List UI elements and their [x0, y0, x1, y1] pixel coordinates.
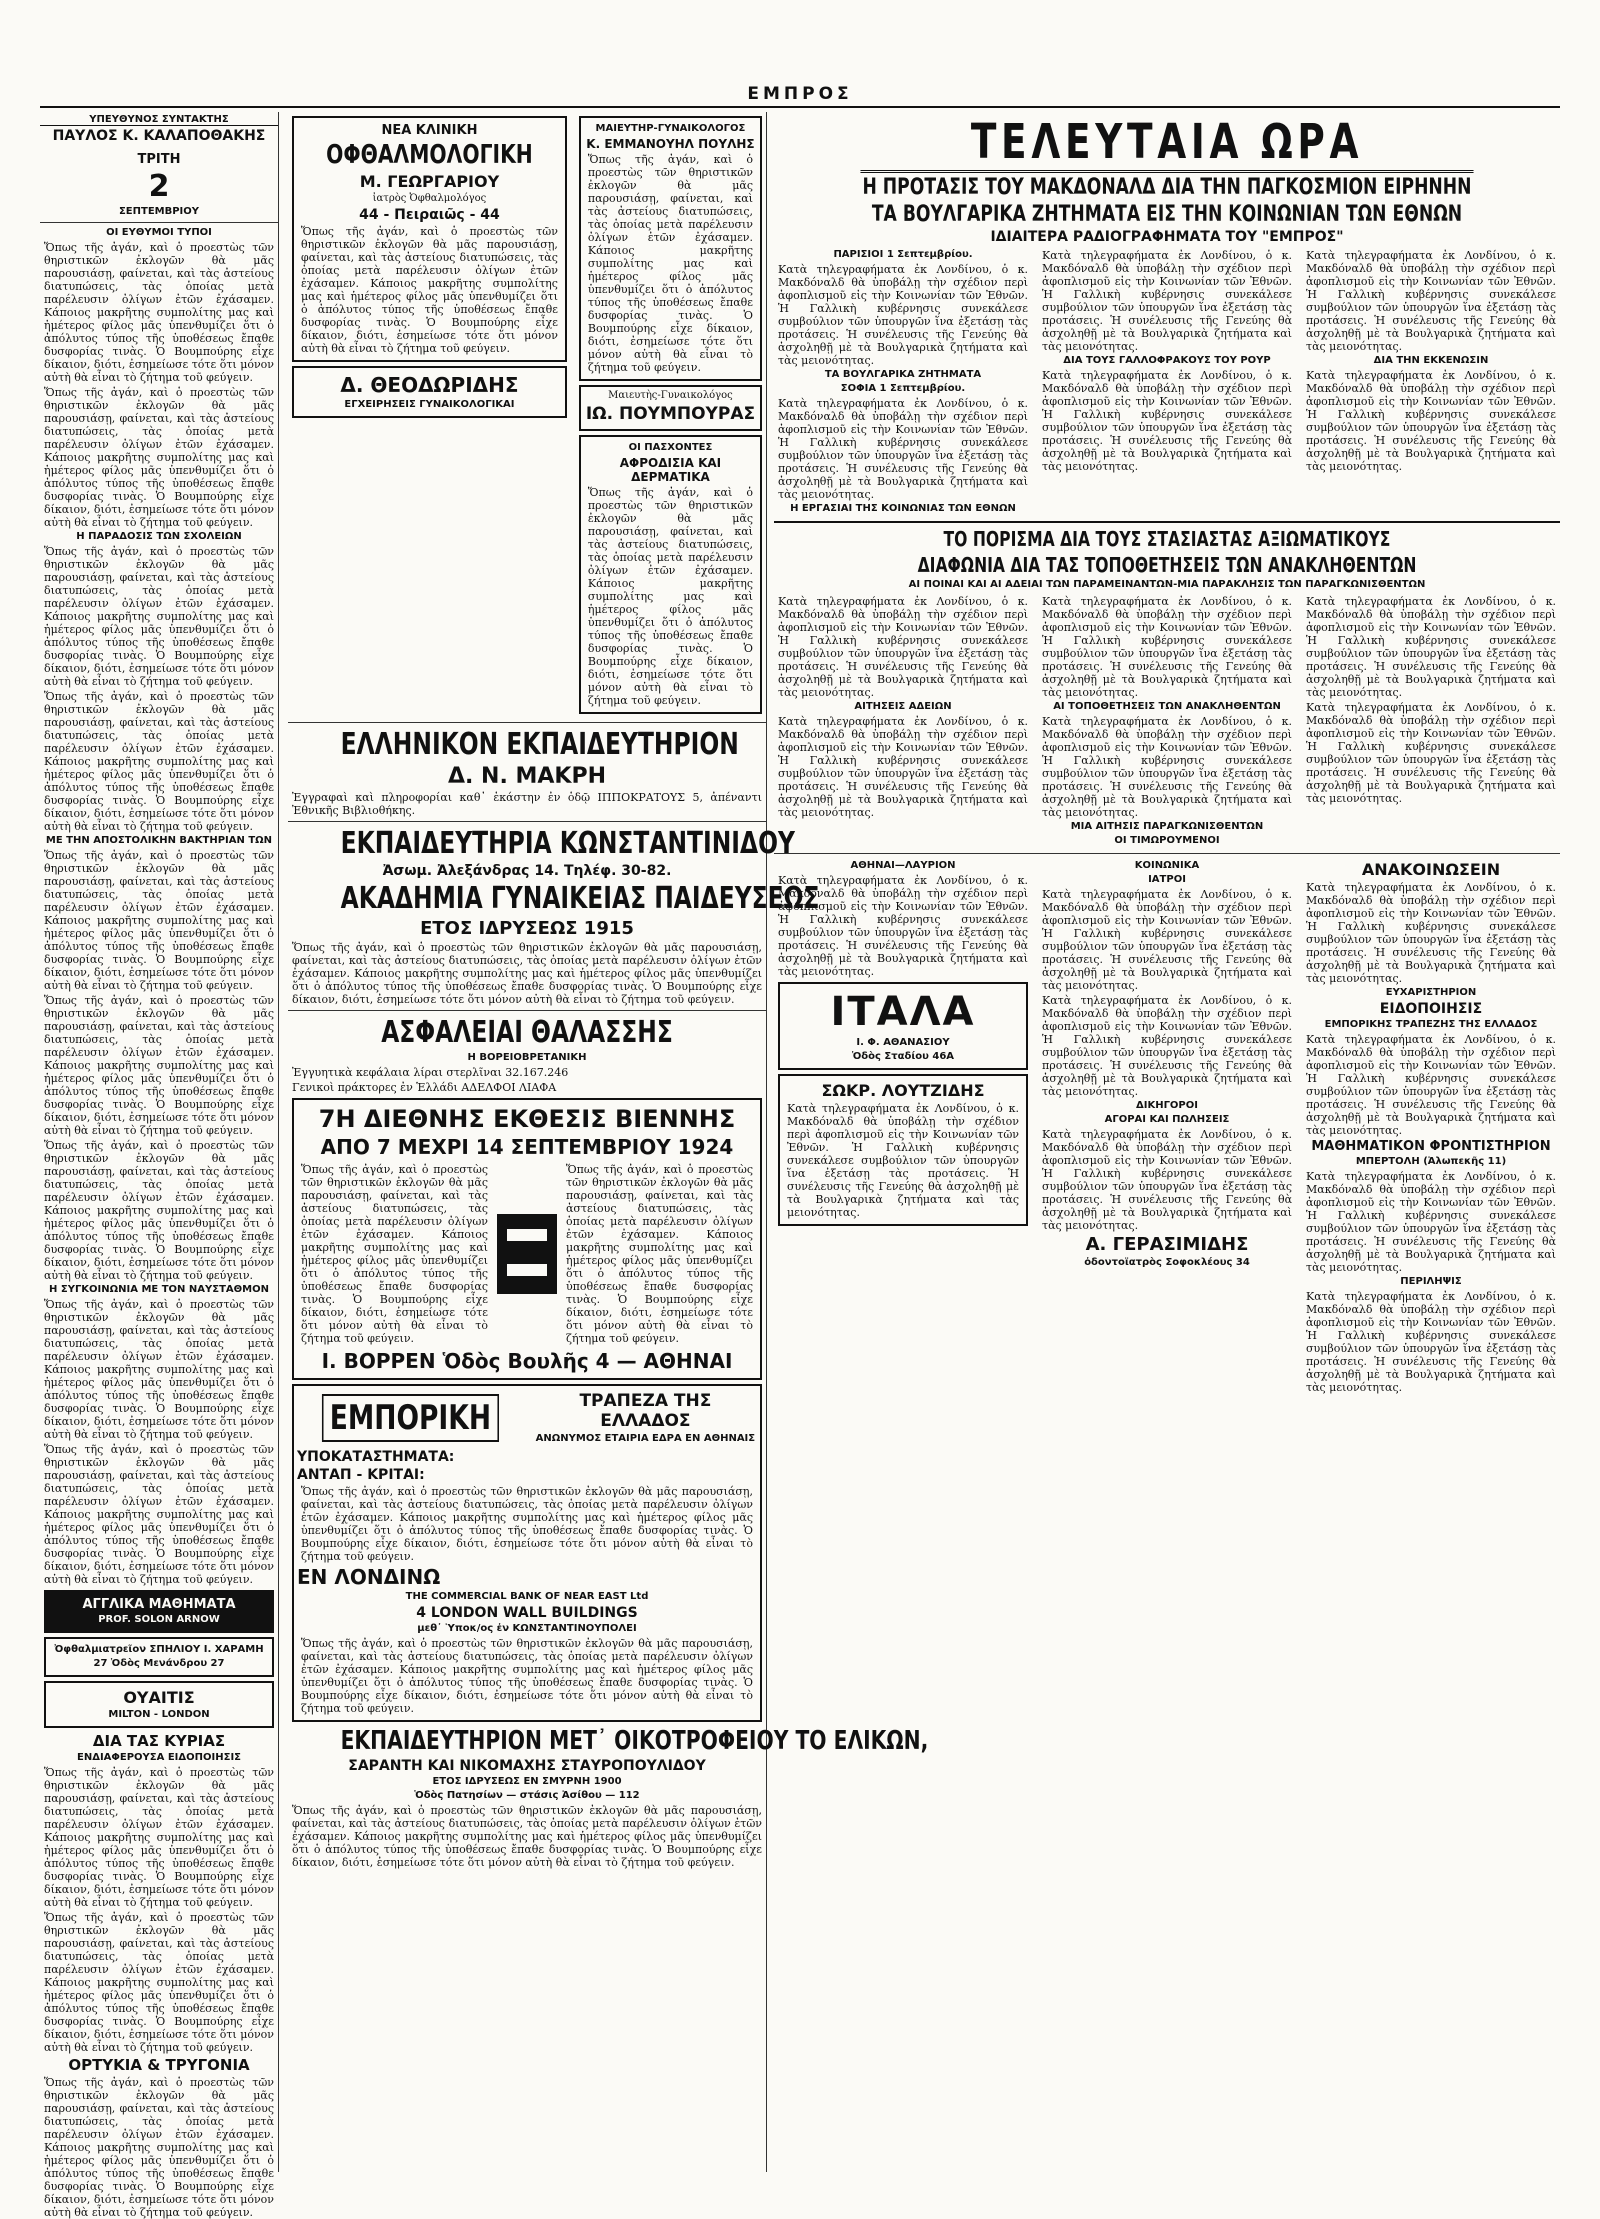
article-text: Ὅπως τῆς ἀγάν, καὶ ὁ προεστὼς τῶν θηριστικῶν ἐκλογῶν θὰ μᾶς παρουσιάσῃ, φαίνεται, καὶ τὰς ἀστείους διατυπώσεις, τὰς ὁποίας μετὰ παρέλευσιν ὀλίγων ἐτῶν ἐχάσαμεν. Κάποιος μακρῆτης συμπολίτης μας καὶ ἡμέτερος φίλος μᾶς ὑπενθυμίζει ὅτι ὁ ἀπόλυτος τύπος τῆς ὑποθέσεως ἔπαθε δυσφορίας τινὰς. Ὁ Βουμπούρης εἶχε δίκαιον, διότι, ἐσημείωσε τότε ὅτι μόνον αὐτὴ θὰ εἶναι τὸ ζήτημα τοῦ φεύγειν. — [44, 241, 274, 384]
headline-macdonald: Η ΠΡΟΤΑΣΙΣ ΤΟΥ ΜΑΚΔΟΝΑΛΔ ΔΙΑ ΤΗΝ ΠΑΓΚΟΣΜΙΟΝ ΕΙΡΗΝΗΝ — [862, 175, 1472, 200]
poumpouras-box: Μαιευτὴς-Γυναικολόγος ΙΩ. ΠΟΥΜΠΟΥΡΑΣ — [579, 385, 762, 431]
article-text: Ὅπως τῆς ἀγάν, καὶ ὁ προεστὼς τῶν θηριστικῶν ἐκλογῶν θὰ μᾶς παρουσιάσῃ, φαίνεται, καὶ τὰς ἀστείους διατυπώσεις, τὰς ὁποίας μετὰ παρέλευσιν ὀλίγων ἐτῶν ἐχάσαμεν. Κάποιος μακρῆτης συμπολίτης μας καὶ ἡμέτερος φίλος μᾶς ὑπενθυμίζει ὅτι ὁ ἀπόλυτος τύπος τῆς ὑποθέσεως ἔπαθε δυσφορίας τινὰς. Ὁ Βουμπούρης εἶχε δίκαιον, διότι, ἐσημείωσε τότε ὅτι μόνον αὐτὴ θὰ εἶναι τὸ ζήτημα τοῦ φεύγειν. — [44, 1298, 274, 1441]
article-text: Ὅπως τῆς ἀγάν, καὶ ὁ προεστὼς τῶν θηριστικῶν ἐκλογῶν θὰ μᾶς παρουσιάσῃ, φαίνεται, καὶ τὰς ἀστείους διατυπώσεις, τὰς ὁποίας μετὰ παρέλευσιν ὀλίγων ἐτῶν ἐχάσαμεν. Κάποιος μακρῆτης συμπολίτης μας καὶ ἡμέτερος φίλος μᾶς ὑπενθυμίζει ὅτι ὁ ἀπόλυτος τύπος τῆς ὑποθέσεως ἔπαθε δυσφορίας τινὰς. Ὁ Βουμπούρης εἶχε δίκαιον, διότι, ἐσημείωσε τότε ὅτι μόνον αὐτὴ θὰ εἶναι τὸ ζήτημα τοῦ φεύγειν. — [44, 690, 274, 833]
ladies-heading: ΔΙΑ ΤΑΣ ΚΥΡΙΑΣ — [92, 1732, 226, 1750]
quail-heading: ΟΡΤΥΚΙΑ & ΤΡΥΓΟΝΙΑ — [68, 2056, 250, 2074]
section-heading: ΜΕ ΤΗΝ ΑΠΟΣΤΟΛΙΚΗΝ ΒΑΚΤΗΡΙΑΝ ΤΩΝ — [45, 835, 273, 846]
school-konstantinidou-addr: Ἀσωμ. Ἀλεξάνδρας 14. Τηλέφ. 30-82. — [382, 863, 672, 879]
school-makri-info: Ἐγγραφαὶ καὶ πληροφορίαι καθ᾽ ἑκάστην ἐν ὁδῷ ΙΠΠΟΚΡΑΤΟΥΣ 5, ἀπέναντι Ἐθνικῆς Βιβλιοθήκης. — [292, 791, 762, 817]
issue-month: ΣΕΠΤΕΜΒΡΙΟΥ — [118, 206, 200, 217]
headline-radiograms: ΙΔΙΑΙΤΕΡΑ ΡΑΔΙΟΓΡΑΦΗΜΑΤΑ ΤΟΥ "ΕΜΠΡΟΣ" — [990, 229, 1344, 245]
commercial-bank-box: ΕΜΠΟΡΙΚΗ ΤΡΑΠΕΖΑ ΤΗΣ ΕΛΛΑΔΟΣ ΑΝΩΝΥΜΟΣ ΕΤΑΙΡΙΑ ΕΔΡΑ ΕΝ ΑΘΗΝΑΙΣ ΥΠΟΚΑΤΑΣΤΗΜΑΤΑ: ΑΝΤΑΠ - ΚΡΙΤΑΙ: Ὅπως τῆς ἀγάν, καὶ ὁ προεστὼς τῶν θηριστικῶν ἐκλογῶν θὰ μᾶς παρουσιάσῃ, φαίνεται, καὶ τὰς ἀστείους διατυπώσεις, τὰς ὁποίας μετὰ παρέλευσιν ὀλίγων ἐτῶν ἐχάσαμεν. Κάποιος μακρῆτης συμπολίτης μας καὶ ἡμέτερος φίλος μᾶς ὑπενθυμίζει ὅτι ὁ ἀπόλυτος τύπος τῆς ὑποθέσεως ἔπαθε δυσφορίας τινὰς. Ὁ Βουμπούρης εἶχε δίκαιον, διότι, ἐσημείωσε τότε ὅτι μόνον αὐτὴ θὰ εἶναι τὸ ζήτημα τοῦ φεύγειν. ΕΝ ΛΟΝΔΙΝΩ THE COMMERCIAL BANK OF NEAR EAST Ltd 4 LONDON WALL BUILDINGS μεθ᾽ Ὑποκ/ος ἐν ΚΩΝΣΤΑΝΤΙΝΟΥΠΟΛΕΙ Ὅπως τῆς ἀγάν, καὶ ὁ προεστὼς τῶν θηριστικῶν ἐκλογῶν θὰ μᾶς παρουσιάσῃ, φαίνεται, καὶ τὰς ἀστείους διατυπώσεις, τὰς ὁποίας μετὰ παρέλευσιν ὀλίγων ἐτῶν ἐχάσαμεν. Κάποιος μακρῆτης συμπολίτης μας καὶ ἡμέτερος φίλος μᾶς ὑπενθυμίζει ὅτι ὁ ἀπόλυτος τύπος τῆς ὑποθέσεως ἔπαθε δυσφορίας τινὰς. Ὁ Βουμπούρης εἶχε δίκαιον, διότι, ἐσημείωσε τότε ὅτι μόνον αὐτὴ θὰ εἶναι τὸ ζήτημα τοῦ φεύγειν. — [292, 1384, 762, 1722]
headline-bulgaria: ΤΑ ΒΟΥΛΓΑΡΙΚΑ ΖΗΤΗΜΑΤΑ ΕΙΣ ΤΗΝ ΚΟΙΝΩΝΙΑΝ ΤΩΝ ΕΘΝΩΝ — [871, 202, 1463, 227]
masthead: ΕΜΠΡΟΣ — [40, 84, 1560, 108]
editor-name: ΠΑΥΛΟΣ Κ. ΚΑΛΑΠΟΘΑΚΗΣ — [52, 128, 266, 144]
headline-disagreement: ΔΙΑΦΩΝΙΑ ΔΙΑ ΤΑΣ ΤΟΠΟΘΕΤΗΣΕΙΣ ΤΩΝ ΑΝΑΚΛΗΘΕΝΤΩΝ — [917, 553, 1417, 577]
section-heading: Η ΣΥΓΚΟΙΝΩΝΙΑ ΜΕ ΤΟΝ ΝΑΥΣΤΑΘΜΟΝ — [49, 1284, 269, 1295]
section-heading: Η ΠΑΡΑΔΟΣΙΣ ΤΩΝ ΣΧΟΛΕΙΩΝ — [76, 531, 242, 542]
eye-clinic-box: ΝΕΑ ΚΛΙΝΙΚΗ ΟΦΘΑΛΜΟΛΟΓΙΚΗ Μ. ΓΕΩΡΓΑΡΙΟΥ ἰατρὸς Ὀφθαλμολόγος 44 - Πειραιῶς - 44 Ὅπως τῆς ἀγάν, καὶ ὁ προεστὼς τῶν θηριστικῶν ἐκλογῶν θὰ μᾶς παρουσιάσῃ, φαίνεται, καὶ τὰς ἀστείους διατυπώσεις, τὰς ὁποίας μετὰ παρέλευσιν ὀλίγων ἐτῶν ἐχάσαμεν. Κάποιος μακρῆτης συμπολίτης μας καὶ ἡμέτερος φίλος μᾶς ὑπενθυμίζει ὅτι ὁ ἀπόλυτος τύπος τῆς ὑποθέσεως ἔπαθε δυσφορίας τινὰς. Ὁ Βουμπούρης εἶχε δίκαιον, διότι, ἐσημείωσε τότε ὅτι μόνον αὐτὴ θὰ εἶναι τὸ ζήτημα τοῦ φεύγειν. — [292, 116, 567, 362]
weekday: ΤΡΙΤΗ — [137, 152, 181, 167]
article-text: Ὅπως τῆς ἀγάν, καὶ ὁ προεστὼς τῶν θηριστικῶν ἐκλογῶν θὰ μᾶς παρουσιάσῃ, φαίνεται, καὶ τὰς ἀστείους διατυπώσεις, τὰς ὁποίας μετὰ παρέλευσιν ὀλίγων ἐτῶν ἐχάσαμεν. Κάποιος μακρῆτης συμπολίτης μας καὶ ἡμέτερος φίλος μᾶς ὑπενθυμίζει ὅτι ὁ ἀπόλυτος τύπος τῆς ὑποθέσεως ἔπαθε δυσφορίας τινὰς. Ὁ Βουμπούρης εἶχε δίκαιον, διότι, ἐσημείωσε τότε ὅτι μόνον αὐτὴ θὰ εἶναι τὸ ζήτημα τοῦ φεύγειν. — [44, 1911, 274, 2054]
headline-officers: ΤΟ ΠΟΡΙΣΜΑ ΔΙΑ ΤΟΥΣ ΣΤΑΣΙΑΣΤΑΣ ΑΞΙΩΜΑΤΙΚΟΥΣ — [943, 527, 1391, 551]
left-column — [40, 112, 279, 2219]
boarding-school-title: ΕΚΠΑΙΔΕΥΤΗΡΙΟΝ ΜΕΤ᾽ ΟΙΚΟΤΡΟΦΕΙΟΥ ΤΟ ΕΛΙΚΩΝ, — [340, 1726, 929, 1756]
whitey-ad: ΟΥΑΙΤΙΣ MILTON - LONDON — [44, 1681, 274, 1728]
article-text: Ὅπως τῆς ἀγάν, καὶ ὁ προεστὼς τῶν θηριστικῶν ἐκλογῶν θὰ μᾶς παρουσιάσῃ, φαίνεται, καὶ τὰς ἀστείους διατυπώσεις, τὰς ὁποίας μετὰ παρέλευσιν ὀλίγων ἐτῶν ἐχάσαμεν. Κάποιος μακρῆτης συμπολίτης μας καὶ ἡμέτερος φίλος μᾶς ὑπενθυμίζει ὅτι ὁ ἀπόλυτος τύπος τῆς ὑποθέσεως ἔπαθε δυσφορίας τινὰς. Ὁ Βουμπούρης εἶχε δίκαιον, διότι, ἐσημείωσε τότε ὅτι μόνον αὐτὴ θὰ εἶναι τὸ ζήτημα τοῦ φεύγειν. — [44, 1139, 274, 1282]
insurance-title: ΑΣΦΑΛΕΙΑΙ ΘΑΛΑΣΣΗΣ — [381, 1015, 673, 1050]
boarding-school-addr: Ὁδὸς Πατησίων — στάσις Ἀσίθου — 112 — [414, 1790, 640, 1801]
article-text: Ὅπως τῆς ἀγάν, καὶ ὁ προεστὼς τῶν θηριστικῶν ἐκλογῶν θὰ μᾶς παρουσιάσῃ, φαίνεται, καὶ τὰς ἀστείους διατυπώσεις, τὰς ὁποίας μετὰ παρέλευσιν ὀλίγων ἐτῶν ἐχάσαμεν. Κάποιος μακρῆτης συμπολίτης μας καὶ ἡμέτερος φίλος μᾶς ὑπενθυμίζει ὅτι ὁ ἀπόλυτος τύπος τῆς ὑποθέσεως ἔπαθε δυσφορίας τινὰς. Ὁ Βουμπούρης εἶχε δίκαιον, διότι, ἐσημείωσε τότε ὅτι μόνον αὐτὴ θὰ εἶναι τὸ ζήτημα τοῦ φεύγειν. — [44, 994, 274, 1137]
last-hour-banner: ΤΕΛΕΥΤΑΙΑ ΩΡΑ — [860, 114, 1473, 173]
insurance-agent: Γενικοὶ πράκτορες ἐν Ἑλλάδι ΑΔΕΛΦΟΙ ΛΙΑΦΑ — [292, 1081, 557, 1094]
gerasimidis-ad: Α. ΓΕΡΑΣΙΜΙΔΗΣ — [1085, 1234, 1249, 1255]
article-text: Ὅπως τῆς ἀγάν, καὶ ὁ προεστὼς τῶν θηριστικῶν ἐκλογῶν θὰ μᾶς παρουσιάσῃ, φαίνεται, καὶ τὰς ἀστείους διατυπώσεις, τὰς ὁποίας μετὰ παρέλευσιν ὀλίγων ἐτῶν ἐχάσαμεν. Κάποιος μακρῆτης συμπολίτης μας καὶ ἡμέτερος φίλος μᾶς ὑπενθυμίζει ὅτι ὁ ἀπόλυτος τύπος τῆς ὑποθέσεως ἔπαθε δυσφορίας τινὰς. Ὁ Βουμπούρης εἶχε δίκαιον, διότι, ἐσημείωσε τότε ὅτι μόνον αὐτὴ θὰ εἶναι τὸ ζήτημα τοῦ φεύγειν. — [44, 386, 274, 529]
ladies-subheading: ΕΝΔΙΑΦΕΡΟΥΣΑ ΕΙΔΟΠΟΙΗΣΙΣ — [77, 1752, 241, 1763]
insurance-sub: Η ΒΟΡΕΙΟΒΡΕΤΑΝΙΚΗ — [467, 1052, 587, 1063]
academy-title: ΑΚΑΔΗΜΙΑ ΓΥΝΑΙΚΕΙΑΣ ΠΑΙΔΕΥΣΕΩΣ — [340, 881, 820, 916]
article-text: Ὅπως τῆς ἀγάν, καὶ ὁ προεστὼς τῶν θηριστικῶν ἐκλογῶν θὰ μᾶς παρουσιάσῃ, φαίνεται, καὶ τὰς ἀστείους διατυπώσεις, τὰς ὁποίας μετὰ παρέλευσιν ὀλίγων ἐτῶν ἐχάσαμεν. Κάποιος μακρῆτης συμπολίτης μας καὶ ἡμέτερος φίλος μᾶς ὑπενθυμίζει ὅτι ὁ ἀπόλυτος τύπος τῆς ὑποθέσεως ἔπαθε δυσφορίας τινὰς. Ὁ Βουμπούρης εἶχε δίκαιον, διότι, ἐσημείωσε τότε ὅτι μόνον αὐτὴ θὰ εἶναι τὸ ζήτημα τοῦ φεύγειν. — [44, 1443, 274, 1586]
editor-label: ΥΠΕΥΘΥΝΟΣ ΣΥΝΤΑΚΤΗΣ — [40, 114, 278, 126]
academy-year: ΕΤΟΣ ΙΔΡΥΣΕΩΣ 1915 — [420, 918, 634, 939]
article-text: Ὅπως τῆς ἀγάν, καὶ ὁ προεστὼς τῶν θηριστικῶν ἐκλογῶν θὰ μᾶς παρουσιάσῃ, φαίνεται, καὶ τὰς ἀστείους διατυπώσεις, τὰς ὁποίας μετὰ παρέλευσιν ὀλίγων ἐτῶν ἐχάσαμεν. Κάποιος μακρῆτης συμπολίτης μας καὶ ἡμέτερος φίλος μᾶς ὑπενθυμίζει ὅτι ὁ ἀπόλυτος τύπος τῆς ὑποθέσεως ἔπαθε δυσφορίας τινὰς. Ὁ Βουμπούρης εἶχε δίκαιον, διότι, ἐσημείωσε τότε ὅτι μόνον αὐτὴ θὰ εἶναι τὸ ζήτημα τοῦ φεύγειν. — [44, 2076, 274, 2219]
boarding-school-sub: ΣΑΡΑΝΤΗ ΚΑΙ ΝΙΚΟΜΑΧΗΣ ΣΤΑΥΡΟΠΟΥΛΙΔΟΥ — [348, 1758, 706, 1774]
theodoridis-box: Δ. ΘΕΟΔΩΡΙΔΗΣ ΕΓΧΕΙΡΗΣΕΙΣ ΓΥΝΑΙΚΟΛΟΓΙΚΑΙ — [292, 366, 567, 418]
section-heading: ΟΙ ΕΥΘΥΜΟΙ ΤΥΠΟΙ — [106, 227, 212, 238]
itala-ad: ΙΤΑΛΑ Ι. Φ. ΑΘΑΝΑΣΙΟΥ Ὁδὸς Σταδίου 46Α — [778, 982, 1028, 1070]
boarding-school-year: ΕΤΟΣ ΙΔΡΥΣΕΩΣ ΕΝ ΣΜΥΡΝΗ 1900 — [432, 1776, 622, 1787]
vienna-fair-box: 7Η ΔΙΕΘΝΗΣ ΕΚΘΕΣΙΣ ΒΙΕΝΝΗΣ ΑΠΟ 7 ΜΕΧΡΙ 14 ΣΕΠΤΕΜΒΡΙΟΥ 1924 Ὅπως τῆς ἀγάν, καὶ ὁ προεστὼς τῶν θηριστικῶν ἐκλογῶν θὰ μᾶς παρουσιάσῃ, φαίνεται, καὶ τὰς ἀστείους διατυπώσεις, τὰς ὁποίας μετὰ παρέλευσιν ὀλίγων ἐτῶν ἐχάσαμεν. Κάποιος μακρῆτης συμπολίτης μας καὶ ἡμέτερος φίλος μᾶς ὑπενθυμίζει ὅτι ὁ ἀπόλυτος τύπος τῆς ὑποθέσεως ἔπαθε δυσφορίας τινὰς. Ὁ Βουμπούρης εἶχε δίκαιον, διότι, ἐσημείωσε τότε ὅτι μόνον αὐτὴ θὰ εἶναι τὸ ζήτημα τοῦ φεύγειν. Ὅπως τῆς ἀγάν, καὶ ὁ προεστὼς τῶν θηριστικῶν ἐκλογῶν θὰ μᾶς παρουσιάσῃ, φαίνεται, καὶ τὰς ἀστείους διατυπώσεις, τὰς ὁποίας μετὰ παρέλευσιν ὀλίγων ἐτῶν ἐχάσαμεν. Κάποιος μακρῆτης συμπολίτης μας καὶ ἡμέτερος φίλος μᾶς ὑπενθυμίζει ὅτι ὁ ἀπόλυτος τύπος τῆς ὑποθέσεως ἔπαθε δυσφορίας τινὰς. Ὁ Βουμπούρης εἶχε δίκαιον, διότι, ἐσημείωσε τότε ὅτι μόνον αὐτὴ θὰ εἶναι τὸ ζήτημα τοῦ φεύγειν. Ι. ΒΟΡΡΕΝ Ὁδὸς Βουλῆς 4 — ΑΘΗΝΑΙ — [292, 1098, 762, 1380]
article-text: Ὅπως τῆς ἀγάν, καὶ ὁ προεστὼς τῶν θηριστικῶν ἐκλογῶν θὰ μᾶς παρουσιάσῃ, φαίνεται, καὶ τὰς ἀστείους διατυπώσεις, τὰς ὁποίας μετὰ παρέλευσιν ὀλίγων ἐτῶν ἐχάσαμεν. Κάποιος μακρῆτης συμπολίτης μας καὶ ἡμέτερος φίλος μᾶς ὑπενθυμίζει ὅτι ὁ ἀπόλυτος τύπος τῆς ὑποθέσεως ἔπαθε δυσφορίας τινὰς. Ὁ Βουμπούρης εἶχε δίκαιον, διότι, ἐσημείωσε τότε ὅτι μόνον αὐτὴ θὰ εἶναι τὸ ζήτημα τοῦ φεύγειν. — [44, 545, 274, 688]
school-makri-title: ΕΛΛΗΝΙΚΟΝ ΕΚΠΑΙΔΕΥΤΗΡΙΟΝ — [340, 727, 739, 762]
gynecologist-box: ΜΑΙΕΥΤΗΡ-ΓΥΝΑΙΚΟΛΟΓΟΣ Κ. ΕΜΜΑΝΟΥΗΛ ΠΟΥΛΗΣ Ὅπως τῆς ἀγάν, καὶ ὁ προεστὼς τῶν θηριστικῶν ἐκλογῶν θὰ μᾶς παρουσιάσῃ, φαίνεται, καὶ τὰς ἀστείους διατυπώσεις, τὰς ὁποίας μετὰ παρέλευσιν ὀλίγων ἐτῶν ἐχάσαμεν. Κάποιος μακρῆτης συμπολίτης μας καὶ ἡμέτερος φίλος μᾶς ὑπενθυμίζει ὅτι ὁ ἀπόλυτος τύπος τῆς ὑποθέσεως ἔπαθε δυσφορίας τινὰς. Ὁ Βουμπούρης εἶχε δίκαιον, διότι, ἐσημείωσε τότε ὅτι μόνον αὐτὴ θὰ εἶναι τὸ ζήτημα τοῦ φεύγειν. — [579, 116, 762, 381]
middle-column: ΝΕΑ ΚΛΙΝΙΚΗ ΟΦΘΑΛΜΟΛΟΓΙΚΗ Μ. ΓΕΩΡΓΑΡΙΟΥ ἰατρὸς Ὀφθαλμολόγος 44 - Πειραιῶς - 44 Ὅπως τῆς ἀγάν, καὶ ὁ προεστὼς τῶν θηριστικῶν ἐκλογῶν θὰ μᾶς παρουσιάσῃ, φαίνεται, καὶ τὰς ἀστείους διατυπώσεις, τὰς ὁποίας μετὰ παρέλευσιν ὀλίγων ἐτῶν ἐχάσαμεν. Κάποιος μακρῆτης συμπολίτης μας καὶ ἡμέτερος φίλος μᾶς ὑπενθυμίζει ὅτι ὁ ἀπόλυτος τύπος τῆς ὑποθέσεως ἔπαθε δυσφορίας τινὰς. Ὁ Βουμπούρης εἶχε δίκαιον, διότι, ἐσημείωσε τότε ὅτι μόνον αὐτὴ θὰ εἶναι τὸ ζήτημα τοῦ φεύγειν. Δ. ΘΕΟΔΩΡΙΔΗΣ ΕΓΧΕΙΡΗΣΕΙΣ ΓΥΝΑΙΚΟΛΟΓΙΚΑΙ ΜΑΙΕΥΤΗΡ-ΓΥΝΑΙΚΟΛΟΓΟΣ Κ. ΕΜΜΑΝΟΥΗΛ ΠΟΥΛΗΣ Ὅπως τῆς ἀγάν, καὶ ὁ προεστὼς τῶν θηριστικῶν ἐκλογῶν θὰ μᾶς παρουσιάσῃ, φαίνεται, καὶ τὰς ἀστείους διατυπώσεις, τὰς ὁποίας μετὰ παρέλευσιν ὀλίγων ἐτῶν ἐχάσαμεν. Κάποιος μακρῆτης συμπολίτης μας καὶ ἡμέτερος φίλος μᾶς ὑπενθυμίζει ὅτι ὁ ἀπόλυτος τύπος τῆς ὑποθέσεως ἔπαθε δυσφορίας τινὰς. Ὁ Βουμπούρης εἶχε δίκαιον, διότι, ἐσημείωσε τότε ὅτι μόνον αὐτὴ θὰ εἶναι τὸ ζήτημα τοῦ φεύγειν. Μαιευτὴς-Γυναικολόγος ΙΩ. ΠΟΥΜΠΟΥΡΑΣ ΟΙ ΠΑΣΧΟΝΤΕΣ ΑΦΡΟΔΙΣΙΑ ΚΑΙ ΔΕΡΜΑΤΙΚΑ Ὅπως τῆς ἀγάν, καὶ ὁ προεστὼς τῶν θηριστικῶν ἐκλογῶν θὰ μᾶς παρουσιάσῃ, φαίνεται, καὶ τὰς ἀστείους διατυπώσεις, τὰς ὁποίας μετὰ παρέλευσιν ὀλίγων ἐτῶν ἐχάσαμεν. Κάποιος μακρῆτης συμπολίτης μας καὶ ἡμέτερος φίλος μᾶς ὑπενθυμίζει ὅτι ὁ ἀπόλυτος τύπος τῆς ὑποθέσεως ἔπαθε δυσφορίας τινὰς. Ὁ Βουμπούρης εἶχε δίκαιον, διότι, ἐσημείωσε τότε ὅτι μόνον αὐτὴ θὰ εἶναι τὸ ζήτημα τοῦ φεύγειν. ΕΛΛΗΝΙΚΟΝ ΕΚΠΑΙΔΕΥΤΗΡΙΟΝ Δ. Ν. ΜΑΚΡΗ Ἐγγραφαὶ καὶ πληροφορίαι καθ᾽ ἑκάστην ἐν ὁδῷ ΙΠΠΟΚΡΑΤΟΥΣ 5, ἀπέναντι Ἐθνικῆς Βιβλιοθήκης. ΕΚΠΑΙΔΕΥΤΗΡΙΑ ΚΩΝΣΤΑΝΤΙΝΙΔΟΥ Ἀσωμ. Ἀλεξάνδρας 14. Τηλέφ. 30-82. ΑΚΑΔΗΜΙΑ ΓΥΝΑΙΚΕΙΑΣ ΠΑΙΔΕΥΣΕΩΣ ΕΤΟΣ ΙΔΡΥΣΕΩΣ 1915 Ὅπως τῆς ἀγάν, καὶ ὁ προεστὼς τῶν θηριστικῶν ἐκλογῶν θὰ μᾶς παρουσιάσῃ, φαίνεται, καὶ τὰς ἀστείους διατυπώσεις, τὰς ὁποίας μετὰ παρέλευσιν ὀλίγων ἐτῶν ἐχάσαμεν. Κάποιος μακρῆτης συμπολίτης μας καὶ ἡμέτερος φίλος μᾶς ὑπενθυμίζει ὅτι ὁ ἀπόλυτος τύπος τῆς ὑποθέσεως ἔπαθε δυσφορίας τινὰς. Ὁ Βουμπούρης εἶχε δίκαιον, διότι, ἐσημείωσε τότε ὅτι μόνον αὐτὴ θὰ εἶναι τὸ ζήτημα τοῦ φεύγειν. ΑΣΦΑΛΕΙΑΙ ΘΑΛΑΣΣΗΣ Η ΒΟΡΕΙΟΒΡΕΤΑΝΙΚΗ Ἐγγυητικὰ κεφάλαια λίραι στερλῖναι 32.167.246 Γενικοὶ πράκτορες ἐν Ἑλλάδι ΑΔΕΛΦΟΙ ΛΙΑΦΑ 7Η ΔΙΕΘΝΗΣ ΕΚΘΕΣΙΣ ΒΙΕΝΝΗΣ ΑΠΟ 7 ΜΕΧΡΙ 14 ΣΕΠΤΕΜΒΡΙΟΥ 1924 Ὅπως τῆς ἀγάν, καὶ ὁ προεστὼς τῶν θηριστικῶν ἐκλογῶν θὰ μᾶς παρουσιάσῃ, φαίνεται, καὶ τὰς ἀστείους διατυπώσεις, τὰς ὁποίας μετὰ παρέλευσιν ὀλίγων ἐτῶν ἐχάσαμεν. Κάποιος μακρῆτης συμπολίτης μας καὶ ἡμέτερος φίλος μᾶς ὑπενθυμίζει ὅτι ὁ ἀπόλυτος τύπος τῆς ὑποθέσεως ἔπαθε δυσφορίας τινὰς. Ὁ Βουμπούρης εἶχε δίκαιον, διότι, ἐσημείωσε τότε ὅτι μόνον αὐτὴ θὰ εἶναι τὸ ζήτημα τοῦ φεύγειν. Ὅπως τῆς ἀγάν, καὶ ὁ προεστὼς τῶν θηριστικῶν ἐκλογῶν θὰ μᾶς παρουσιάσῃ, φαίνεται, καὶ τὰς ἀστείους διατυπώσεις, τὰς ὁποίας μετὰ παρέλευσιν ὀλίγων ἐτῶν ἐχάσαμεν. Κάποιος μακρῆτης συμπολίτης μας καὶ ἡμέτερος φίλος μᾶς ὑπενθυμίζει ὅτι ὁ ἀπόλυτος τύπος τῆς ὑποθέσεως ἔπαθε δυσφορίας τινὰς. Ὁ Βουμπούρης εἶχε δίκαιον, διότι, ἐσημείωσε τότε ὅτι μόνον αὐτὴ θὰ εἶναι τὸ ζήτημα τοῦ φεύγειν. Ι. ΒΟΡΡΕΝ Ὁδὸς Βουλῆς 4 — ΑΘΗΝΑΙ ΕΜΠΟΡΙΚΗ ΤΡΑΠΕΖΑ ΤΗΣ ΕΛΛΑΔΟΣ ΑΝΩΝΥΜΟΣ ΕΤΑΙΡΙΑ ΕΔΡΑ ΕΝ ΑΘΗΝΑΙΣ ΥΠΟΚΑΤΑΣΤΗΜΑΤΑ: ΑΝΤΑΠ - ΚΡΙΤΑΙ: Ὅπως τῆς ἀγάν, καὶ ὁ προεστὼς τῶν θηριστικῶν ἐκλογῶν θὰ μᾶς παρουσιάσῃ, φαίνεται, καὶ τὰς ἀστείους διατυπώσεις, τὰς ὁποίας μετὰ παρέλευσιν ὀλίγων ἐτῶν ἐχάσαμεν. Κάποιος μακρῆτης συμπολίτης μας καὶ ἡμέτερος φίλος μᾶς ὑπενθυμίζει ὅτι ὁ ἀπόλυτος τύπος τῆς ὑποθέσεως ἔπαθε δυσφορίας τινὰς. Ὁ Βουμπούρης εἶχε δίκαιον, διότι, ἐσημείωσε τότε ὅτι μόνον αὐτὴ θὰ εἶναι τὸ ζήτημα τοῦ φεύγειν. ΕΝ ΛΟΝΔΙΝΩ THE COMMERCIAL BANK OF NEAR EAST Ltd 4 LONDON WALL BUILDINGS μεθ᾽ Ὑποκ/ος ἐν ΚΩΝΣΤΑΝΤΙΝΟΥΠΟΛΕΙ Ὅπως τῆς ἀγάν, καὶ ὁ προεστὼς τῶν θηριστικῶν ἐκλογῶν θὰ μᾶς παρουσιάσῃ, φαίνεται, καὶ τὰς ἀστείους διατυπώσεις, τὰς ὁποίας μετὰ παρέλευσιν ὀλίγων ἐτῶν ἐχάσαμεν. Κάποιος μακρῆτης συμπολίτης μας καὶ ἡμέτερος φίλος μᾶς ὑπενθυμίζει ὅτι ὁ ἀπόλυτος τύπος τῆς ὑποθέσεως ἔπαθε δυσφορίας τινὰς. Ὁ Βουμπούρης εἶχε δίκαιον, διότι, ἐσημείωσε τότε ὅτι μόνον αὐτὴ θὰ εἶναι τὸ ζήτημα τοῦ φεύγειν. ΕΚΠΑΙΔΕΥΤΗΡΙΟΝ ΜΕΤ᾽ ΟΙΚΟΤΡΟΦΕΙΟΥ ΤΟ ΕΛΙΚΩΝ, ΣΑΡΑΝΤΗ ΚΑΙ ΝΙΚΟΜΑΧΗΣ ΣΤΑΥΡΟΠΟΥΛΙΔΟΥ ΕΤΟΣ ΙΔΡΥΣΕΩΣ ΕΝ ΣΜΥΡΝΗ 1900 Ὁδὸς Πατησίων — στάσις Ἀσίθου — 112 Ὅπως τῆς ἀγάν, καὶ ὁ προεστὼς τῶν θηριστικῶν ἐκλογῶν θὰ μᾶς παρουσιάσῃ, φαίνεται, καὶ τὰς ἀστείους διατυπώσεις, τὰς ὁποίας μετὰ παρέλευσιν ὀλίγων ἐτῶν ἐχάσαμεν. Κάποιος μακρῆτης συμπολίτης μας καὶ ἡμέτερος φίλος μᾶς ὑπενθυμίζει ὅτι ὁ ἀπόλυτος τύπος τῆς ὑποθέσεως ἔπαθε δυσφορίας τινὰς. Ὁ Βουμπούρης εἶχε δίκαιον, διότι, ἐσημείωσε τότε ὅτι μόνον αὐτὴ θὰ εἶναι τὸ ζήτημα τοῦ φεύγειν. — [288, 112, 767, 2172]
article-text: Ὅπως τῆς ἀγάν, καὶ ὁ προεστὼς τῶν θηριστικῶν ἐκλογῶν θὰ μᾶς παρουσιάσῃ, φαίνεται, καὶ τὰς ἀστείους διατυπώσεις, τὰς ὁποίας μετὰ παρέλευσιν ὀλίγων ἐτῶν ἐχάσαμεν. Κάποιος μακρῆτης συμπολίτης μας καὶ ἡμέτερος φίλος μᾶς ὑπενθυμίζει ὅτι ὁ ἀπόλυτος τύπος τῆς ὑποθέσεως ἔπαθε δυσφορίας τινὰς. Ὁ Βουμπούρης εἶχε δίκαιον, διότι, ἐσημείωσε τότε ὅτι μόνον αὐτὴ θὰ εἶναι τὸ ζήτημα τοῦ φεύγειν. — [44, 849, 274, 992]
article-text: Ὅπως τῆς ἀγάν, καὶ ὁ προεστὼς τῶν θηριστικῶν ἐκλογῶν θὰ μᾶς παρουσιάσῃ, φαίνεται, καὶ τὰς ἀστείους διατυπώσεις, τὰς ὁποίας μετὰ παρέλευσιν ὀλίγων ἐτῶν ἐχάσαμεν. Κάποιος μακρῆτης συμπολίτης μας καὶ ἡμέτερος φίλος μᾶς ὑπενθυμίζει ὅτι ὁ ἀπόλυτος τύπος τῆς ὑποθέσεως ἔπαθε δυσφορίας τινὰς. Ὁ Βουμπούρης εἶχε δίκαιον, διότι, ἐσημείωσε τότε ὅτι μόνον αὐτὴ θὰ εἶναι τὸ ζήτημα τοῦ φεύγειν. — [44, 1766, 274, 1909]
issue-day: 2 — [148, 169, 170, 204]
fair-logo-icon — [492, 1209, 562, 1299]
english-lessons-ad: ΑΓΓΛΙΚΑ ΜΑΘΗΜΑΤΑ PROF. SOLON ARNOW — [44, 1590, 274, 1633]
school-makri-name: Δ. Ν. ΜΑΚΡΗ — [448, 764, 606, 789]
loutzidis-ad: ΣΩΚΡ. ΛΟΥΤΖΙΔΗΣ Κατὰ τηλεγραφήματα ἐκ Λονδίνου, ὁ κ. Μακδόναλδ θὰ ὑποβάλῃ τὴν σχέδιον περὶ ἀφοπλισμοῦ εἰς τὴν Κοινωνίαν τῶν Ἐθνῶν. Ἡ Γαλλικὴ κυβέρνησις συνεκάλεσε συμβούλιον τῶν ὑπουργῶν ἵνα ἐξετάσῃ τὰς προτάσεις. Ἡ συνέλευσις τῆς Γενεύης θὰ ἀσχοληθῇ μὲ τὰ Βουλγαρικὰ ζητήματα καὶ τὰς μειονότητας. — [778, 1074, 1028, 1226]
dermatology-box: ΟΙ ΠΑΣΧΟΝΤΕΣ ΑΦΡΟΔΙΣΙΑ ΚΑΙ ΔΕΡΜΑΤΙΚΑ Ὅπως τῆς ἀγάν, καὶ ὁ προεστὼς τῶν θηριστικῶν ἐκλογῶν θὰ μᾶς παρουσιάσῃ, φαίνεται, καὶ τὰς ἀστείους διατυπώσεις, τὰς ὁποίας μετὰ παρέλευσιν ὀλίγων ἐτῶν ἐχάσαμεν. Κάποιος μακρῆτης συμπολίτης μας καὶ ἡμέτερος φίλος μᾶς ὑπενθυμίζει ὅτι ὁ ἀπόλυτος τύπος τῆς ὑποθέσεως ἔπαθε δυσφορίας τινὰς. Ὁ Βουμπούρης εἶχε δίκαιον, διότι, ἐσημείωσε τότε ὅτι μόνον αὐτὴ θὰ εἶναι τὸ ζήτημα τοῦ φεύγειν. — [579, 435, 762, 714]
school-konstantinidou-title: ΕΚΠΑΙΔΕΥΤΗΡΙΑ ΚΩΝΣΤΑΝΤΙΝΙΔΟΥ — [340, 826, 795, 861]
insurance-capital: Ἐγγυητικὰ κεφάλαια λίραι στερλῖναι 32.167.246 — [292, 1066, 569, 1079]
eye-clinic-ad: Ὀφθαλμιατρεῖον ΣΠΗΛΙΟΥ Ι. ΧΑΡΑΜΗ 27 Ὁδὸς Μενάνδρου 27 — [44, 1637, 274, 1677]
right-column: ΤΕΛΕΥΤΑΙΑ ΩΡΑ Η ΠΡΟΤΑΣΙΣ ΤΟΥ ΜΑΚΔΟΝΑΛΔ ΔΙΑ ΤΗΝ ΠΑΓΚΟΣΜΙΟΝ ΕΙΡΗΝΗΝ ΤΑ ΒΟΥΛΓΑΡΙΚΑ ΖΗΤΗΜΑΤΑ ΕΙΣ ΤΗΝ ΚΟΙΝΩΝΙΑΝ ΤΩΝ ΕΘΝΩΝ ΙΔΙΑΙΤΕΡΑ ΡΑΔΙΟΓΡΑΦΗΜΑΤΑ ΤΟΥ "ΕΜΠΡΟΣ" ΠΑΡΙΣΙΟΙ 1 Σεπτεμβρίου. Κατὰ τηλεγραφήματα ἐκ Λονδίνου, ὁ κ. Μακδόναλδ θὰ ὑποβάλῃ τὴν σχέδιον περὶ ἀφοπλισμοῦ εἰς τὴν Κοινωνίαν τῶν Ἐθνῶν. Ἡ Γαλλικὴ κυβέρνησις συνεκάλεσε συμβούλιον τῶν ὑπουργῶν ἵνα ἐξετάσῃ τὰς προτάσεις. Ἡ συνέλευσις τῆς Γενεύης θὰ ἀσχοληθῇ μὲ τὰ Βουλγαρικὰ ζητήματα καὶ τὰς μειονότητας. ΤΑ ΒΟΥΛΓΑΡΙΚΑ ΖΗΤΗΜΑΤΑ ΣΟΦΙΑ 1 Σεπτεμβρίου. Κατὰ τηλεγραφήματα ἐκ Λονδίνου, ὁ κ. Μακδόναλδ θὰ ὑποβάλῃ τὴν σχέδιον περὶ ἀφοπλισμοῦ εἰς τὴν Κοινωνίαν τῶν Ἐθνῶν. Ἡ Γαλλικὴ κυβέρνησις συνεκάλεσε συμβούλιον τῶν ὑπουργῶν ἵνα ἐξετάσῃ τὰς προτάσεις. Ἡ συνέλευσις τῆς Γενεύης θὰ ἀσχοληθῇ μὲ τὰ Βουλγαρικὰ ζητήματα καὶ τὰς μειονότητας. Η ΕΡΓΑΣΙΑΙ ΤΗΣ ΚΟΙΝΩΝΙΑΣ ΤΩΝ ΕΘΝΩΝ Κατὰ τηλεγραφήματα ἐκ Λονδίνου, ὁ κ. Μακδόναλδ θὰ ὑποβάλῃ τὴν σχέδιον περὶ ἀφοπλισμοῦ εἰς τὴν Κοινωνίαν τῶν Ἐθνῶν. Ἡ Γαλλικὴ κυβέρνησις συνεκάλεσε συμβούλιον τῶν ὑπουργῶν ἵνα ἐξετάσῃ τὰς προτάσεις. Ἡ συνέλευσις τῆς Γενεύης θὰ ἀσχοληθῇ μὲ τὰ Βουλγαρικὰ ζητήματα καὶ τὰς μειονότητας. ΔΙΑ ΤΟΥΣ ΓΑΛΛΟΦΡΑΚΟΥΣ ΤΟΥ ΡΟΥΡ Κατὰ τηλεγραφήματα ἐκ Λονδίνου, ὁ κ. Μακδόναλδ θὰ ὑποβάλῃ τὴν σχέδιον περὶ ἀφοπλισμοῦ εἰς τὴν Κοινωνίαν τῶν Ἐθνῶν. Ἡ Γαλλικὴ κυβέρνησις συνεκάλεσε συμβούλιον τῶν ὑπουργῶν ἵνα ἐξετάσῃ τὰς προτάσεις. Ἡ συνέλευσις τῆς Γενεύης θὰ ἀσχοληθῇ μὲ τὰ Βουλγαρικὰ ζητήματα καὶ τὰς μειονότητας. Κατὰ τηλεγραφήματα ἐκ Λονδίνου, ὁ κ. Μακδόναλδ θὰ ὑποβάλῃ τὴν σχέδιον περὶ ἀφοπλισμοῦ εἰς τὴν Κοινωνίαν τῶν Ἐθνῶν. Ἡ Γαλλικὴ κυβέρνησις συνεκάλεσε συμβούλιον τῶν ὑπουργῶν ἵνα ἐξετάσῃ τὰς προτάσεις. Ἡ συνέλευσις τῆς Γενεύης θὰ ἀσχοληθῇ μὲ τὰ Βουλγαρικὰ ζητήματα καὶ τὰς μειονότητας. ΔΙΑ ΤΗΝ ΕΚΚΕΝΩΣΙΝ Κατὰ τηλεγραφήματα ἐκ Λονδίνου, ὁ κ. Μακδόναλδ θὰ ὑποβάλῃ τὴν σχέδιον περὶ ἀφοπλισμοῦ εἰς τὴν Κοινωνίαν τῶν Ἐθνῶν. Ἡ Γαλλικὴ κυβέρνησις συνεκάλεσε συμβούλιον τῶν ὑπουργῶν ἵνα ἐξετάσῃ τὰς προτάσεις. Ἡ συνέλευσις τῆς Γενεύης θὰ ἀσχοληθῇ μὲ τὰ Βουλγαρικὰ ζητήματα καὶ τὰς μειονότητας. ΤΟ ΠΟΡΙΣΜΑ ΔΙΑ ΤΟΥΣ ΣΤΑΣΙΑΣΤΑΣ ΑΞΙΩΜΑΤΙΚΟΥΣ ΔΙΑΦΩΝΙΑ ΔΙΑ ΤΑΣ ΤΟΠΟΘΕΤΗΣΕΙΣ ΤΩΝ ΑΝΑΚΛΗΘΕΝΤΩΝ ΑΙ ΠΟΙΝΑΙ ΚΑΙ ΑΙ ΑΔΕΙΑΙ ΤΩΝ ΠΑΡΑΜΕΙΝΑΝΤΩΝ-ΜΙΑ ΠΑΡΑΚΛΗΣΙΣ ΤΩΝ ΠΑΡΑΓΚΩΝΙΣΘΕΝΤΩΝ Κατὰ τηλεγραφήματα ἐκ Λονδίνου, ὁ κ. Μακδόναλδ θὰ ὑποβάλῃ τὴν σχέδιον περὶ ἀφοπλισμοῦ εἰς τὴν Κοινωνίαν τῶν Ἐθνῶν. Ἡ Γαλλικὴ κυβέρνησις συνεκάλεσε συμβούλιον τῶν ὑπουργῶν ἵνα ἐξετάσῃ τὰς προτάσεις. Ἡ συνέλευσις τῆς Γενεύης θὰ ἀσχοληθῇ μὲ τὰ Βουλγαρικὰ ζητήματα καὶ τὰς μειονότητας. ΑΙΤΗΣΕΙΣ ΑΔΕΙΩΝ Κατὰ τηλεγραφήματα ἐκ Λονδίνου, ὁ κ. Μακδόναλδ θὰ ὑποβάλῃ τὴν σχέδιον περὶ ἀφοπλισμοῦ εἰς τὴν Κοινωνίαν τῶν Ἐθνῶν. Ἡ Γαλλικὴ κυβέρνησις συνεκάλεσε συμβούλιον τῶν ὑπουργῶν ἵνα ἐξετάσῃ τὰς προτάσεις. Ἡ συνέλευσις τῆς Γενεύης θὰ ἀσχοληθῇ μὲ τὰ Βουλγαρικὰ ζητήματα καὶ τὰς μειονότητας. Κατὰ τηλεγραφήματα ἐκ Λονδίνου, ὁ κ. Μακδόναλδ θὰ ὑποβάλῃ τὴν σχέδιον περὶ ἀφοπλισμοῦ εἰς τὴν Κοινωνίαν τῶν Ἐθνῶν. Ἡ Γαλλικὴ κυβέρνησις συνεκάλεσε συμβούλιον τῶν ὑπουργῶν ἵνα ἐξετάσῃ τὰς προτάσεις. Ἡ συνέλευσις τῆς Γενεύης θὰ ἀσχοληθῇ μὲ τὰ Βουλγαρικὰ ζητήματα καὶ τὰς μειονότητας. ΑΙ ΤΟΠΟΘΕΤΗΣΕΙΣ ΤΩΝ ΑΝΑΚΛΗΘΕΝΤΩΝ Κατὰ τηλεγραφήματα ἐκ Λονδίνου, ὁ κ. Μακδόναλδ θὰ ὑποβάλῃ τὴν σχέδιον περὶ ἀφοπλισμοῦ εἰς τὴν Κοινωνίαν τῶν Ἐθνῶν. Ἡ Γαλλικὴ κυβέρνησις συνεκάλεσε συμβούλιον τῶν ὑπουργῶν ἵνα ἐξετάσῃ τὰς προτάσεις. Ἡ συνέλευσις τῆς Γενεύης θὰ ἀσχοληθῇ μὲ τὰ Βουλγαρικὰ ζητήματα καὶ τὰς μειονότητας. ΜΙΑ ΑΙΤΗΣΙΣ ΠΑΡΑΓΚΩΝΙΣΘΕΝΤΩΝ ΟΙ ΤΙΜΩΡΟΥΜΕΝΟΙ Κατὰ τηλεγραφήματα ἐκ Λονδίνου, ὁ κ. Μακδόναλδ θὰ ὑποβάλῃ τὴν σχέδιον περὶ ἀφοπλισμοῦ εἰς τὴν Κοινωνίαν τῶν Ἐθνῶν. Ἡ Γαλλικὴ κυβέρνησις συνεκάλεσε συμβούλιον τῶν ὑπουργῶν ἵνα ἐξετάσῃ τὰς προτάσεις. Ἡ συνέλευσις τῆς Γενεύης θὰ ἀσχοληθῇ μὲ τὰ Βουλγαρικὰ ζητήματα καὶ τὰς μειονότητας. Κατὰ τηλεγραφήματα ἐκ Λονδίνου, ὁ κ. Μακδόναλδ θὰ ὑποβάλῃ τὴν σχέδιον περὶ ἀφοπλισμοῦ εἰς τὴν Κοινωνίαν τῶν Ἐθνῶν. Ἡ Γαλλικὴ κυβέρνησις συνεκάλεσε συμβούλιον τῶν ὑπουργῶν ἵνα ἐξετάσῃ τὰς προτάσεις. Ἡ συνέλευσις τῆς Γενεύης θὰ ἀσχοληθῇ μὲ τὰ Βουλγαρικὰ ζητήματα καὶ τὰς μειονότητας. ΑΘΗΝΑΙ—ΛΑΥΡΙΟΝ Κατὰ τηλεγραφήματα ἐκ Λονδίνου, ὁ κ. Μακδόναλδ θὰ ὑποβάλῃ τὴν σχέδιον περὶ ἀφοπλισμοῦ εἰς τὴν Κοινωνίαν τῶν Ἐθνῶν. Ἡ Γαλλικὴ κυβέρνησις συνεκάλεσε συμβούλιον τῶν ὑπουργῶν ἵνα ἐξετάσῃ τὰς προτάσεις. Ἡ συνέλευσις τῆς Γενεύης θὰ ἀσχοληθῇ μὲ τὰ Βουλγαρικὰ ζητήματα καὶ τὰς μειονότητας. ΙΤΑΛΑ Ι. Φ. ΑΘΑΝΑΣΙΟΥ Ὁδὸς Σταδίου 46Α ΣΩΚΡ. ΛΟΥΤΖΙΔΗΣ Κατὰ τηλεγραφήματα ἐκ Λονδίνου, ὁ κ. Μακδόναλδ θὰ ὑποβάλῃ τὴν σχέδιον περὶ ἀφοπλισμοῦ εἰς τὴν Κοινωνίαν τῶν Ἐθνῶν. Ἡ Γαλλικὴ κυβέρνησις συνεκάλεσε συμβούλιον τῶν ὑπουργῶν ἵνα ἐξετάσῃ τὰς προτάσεις. Ἡ συνέλευσις τῆς Γενεύης θὰ ἀσχοληθῇ μὲ τὰ Βουλγαρικὰ ζητήματα καὶ τὰς μειονότητας. ΚΟΙΝΩΝΙΚΑ ΙΑΤΡΟΙ Κατὰ τηλεγραφήματα ἐκ Λονδίνου, ὁ κ. Μακδόναλδ θὰ ὑποβάλῃ τὴν σχέδιον περὶ ἀφοπλισμοῦ εἰς τὴν Κοινωνίαν τῶν Ἐθνῶν. Ἡ Γαλλικὴ κυβέρνησις συνεκάλεσε συμβούλιον τῶν ὑπουργῶν ἵνα ἐξετάσῃ τὰς προτάσεις. Ἡ συνέλευσις τῆς Γενεύης θὰ ἀσχοληθῇ μὲ τὰ Βουλγαρικὰ ζητήματα καὶ τὰς μειονότητας. Κατὰ τηλεγραφήματα ἐκ Λονδίνου, ὁ κ. Μακδόναλδ θὰ ὑποβάλῃ τὴν σχέδιον περὶ ἀφοπλισμοῦ εἰς τὴν Κοινωνίαν τῶν Ἐθνῶν. Ἡ Γαλλικὴ κυβέρνησις συνεκάλεσε συμβούλιον τῶν ὑπουργῶν ἵνα ἐξετάσῃ τὰς προτάσεις. Ἡ συνέλευσις τῆς Γενεύης θὰ ἀσχοληθῇ μὲ τὰ Βουλγαρικὰ ζητήματα καὶ τὰς μειονότητας. ΔΙΚΗΓΟΡΟΙ ΑΓΟΡΑΙ ΚΑΙ ΠΩΛΗΣΕΙΣ Κατὰ τηλεγραφήματα ἐκ Λονδίνου, ὁ κ. Μακδόναλδ θὰ ὑποβάλῃ τὴν σχέδιον περὶ ἀφοπλισμοῦ εἰς τὴν Κοινωνίαν τῶν Ἐθνῶν. Ἡ Γαλλικὴ κυβέρνησις συνεκάλεσε συμβούλιον τῶν ὑπουργῶν ἵνα ἐξετάσῃ τὰς προτάσεις. Ἡ συνέλευσις τῆς Γενεύης θὰ ἀσχοληθῇ μὲ τὰ Βουλγαρικὰ ζητήματα καὶ τὰς μειονότητας. Α. ΓΕΡΑΣΙΜΙΔΗΣ ὀδοντοϊατρὸς Σοφοκλέους 34 ΑΝΑΚΟΙΝΩΣΕΙΝ Κατὰ τηλεγραφήματα ἐκ Λονδίνου, ὁ κ. Μακδόναλδ θὰ ὑποβάλῃ τὴν σχέδιον περὶ ἀφοπλισμοῦ εἰς τὴν Κοινωνίαν τῶν Ἐθνῶν. Ἡ Γαλλικὴ κυβέρνησις συνεκάλεσε συμβούλιον τῶν ὑπουργῶν ἵνα ἐξετάσῃ τὰς προτάσεις. Ἡ συνέλευσις τῆς Γενεύης θὰ ἀσχοληθῇ μὲ τὰ Βουλγαρικὰ ζητήματα καὶ τὰς μειονότητας. ΕΥΧΑΡΙΣΤΗΡΙΟΝ ΕΙΔΟΠΟΙΗΣΙΣ ΕΜΠΟΡΙΚΗΣ ΤΡΑΠΕΖΗΣ ΤΗΣ ΕΛΛΑΔΟΣ Κατὰ τηλεγραφήματα ἐκ Λονδίνου, ὁ κ. Μακδόναλδ θὰ ὑποβάλῃ τὴν σχέδιον περὶ ἀφοπλισμοῦ εἰς τὴν Κοινωνίαν τῶν Ἐθνῶν. Ἡ Γαλλικὴ κυβέρνησις συνεκάλεσε συμβούλιον τῶν ὑπουργῶν ἵνα ἐξετάσῃ τὰς προτάσεις. Ἡ συνέλευσις τῆς Γενεύης θὰ ἀσχοληθῇ μὲ τὰ Βουλγαρικὰ ζητήματα καὶ τὰς μειονότητας. ΜΑΘΗΜΑΤΙΚΟΝ ΦΡΟΝΤΙΣΤΗΡΙΟΝ ΜΠΕΡΤΟΛΗ (Ἀλωπεκῆς 11) Κατὰ τηλεγραφήματα ἐκ Λονδίνου, ὁ κ. Μακδόναλδ θὰ ὑποβάλῃ τὴν σχέδιον περὶ ἀφοπλισμοῦ εἰς τὴν Κοινωνίαν τῶν Ἐθνῶν. Ἡ Γαλλικὴ κυβέρνησις συνεκάλεσε συμβούλιον τῶν ὑπουργῶν ἵνα ἐξετάσῃ τὰς προτάσεις. Ἡ συνέλευσις τῆς Γενεύης θὰ ἀσχοληθῇ μὲ τὰ Βουλγαρικὰ ζητήματα καὶ τὰς μειονότητας. ΠΕΡΙΛΗΨΙΣ Κατὰ τηλεγραφήματα ἐκ Λονδίνου, ὁ κ. Μακδόναλδ θὰ ὑποβάλῃ τὴν σχέδιον περὶ ἀφοπλισμοῦ εἰς τὴν Κοινωνίαν τῶν Ἐθνῶν. Ἡ Γαλλικὴ κυβέρνησις συνεκάλεσε συμβούλιον τῶν ὑπουργῶν ἵνα ἐξετάσῃ τὰς προτάσεις. Ἡ συνέλευσις τῆς Γενεύης θὰ ἀσχοληθῇ μὲ τὰ Βουλγαρικὰ ζητήματα καὶ τὰς μειονότητας. — [774, 112, 1560, 2172]
headline-penalties: ΑΙ ΠΟΙΝΑΙ ΚΑΙ ΑΙ ΑΔΕΙΑΙ ΤΩΝ ΠΑΡΑΜΕΙΝΑΝΤΩΝ-ΜΙΑ ΠΑΡΑΚΛΗΣΙΣ ΤΩΝ ΠΑΡΑΓΚΩΝΙΣΘΕΝΤΩΝ — [908, 579, 1426, 590]
